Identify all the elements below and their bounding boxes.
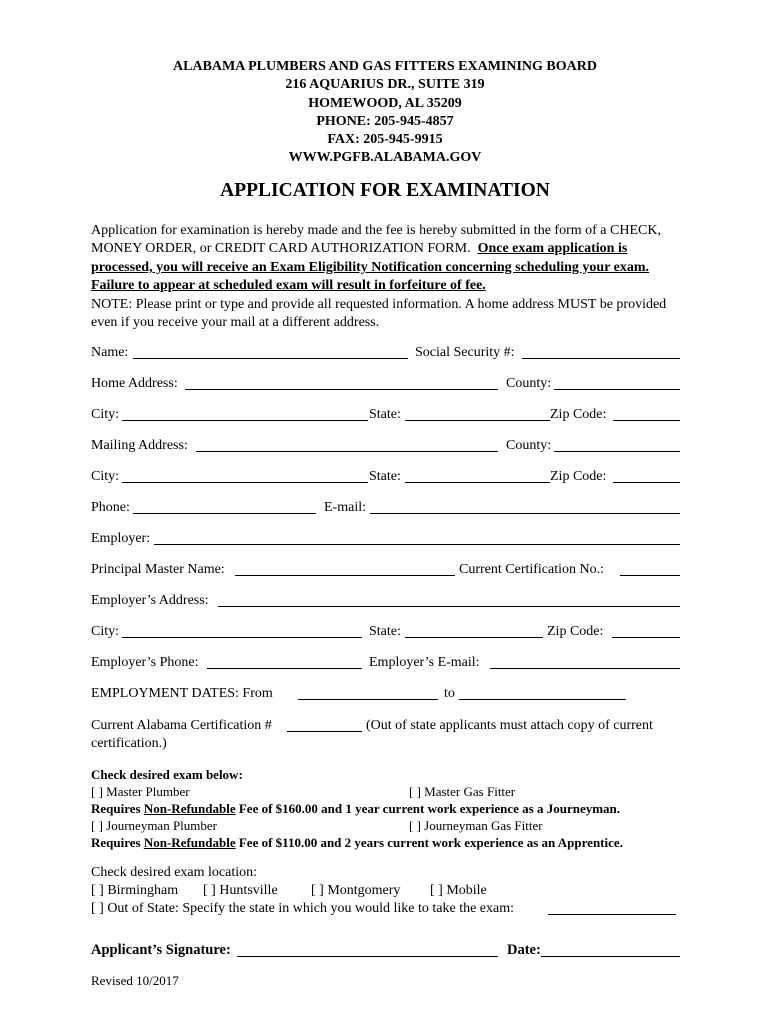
employer-state-label: State: — [369, 624, 401, 639]
location-heading: Check desired exam location: — [91, 865, 257, 880]
mailing-zip-label: Zip Code: — [550, 469, 607, 484]
employer-phone-label: Employer’s Phone: — [91, 655, 199, 670]
al-cert-field[interactable] — [287, 731, 362, 732]
employer-city-field[interactable] — [122, 637, 362, 638]
al-cert-label: Current Alabama Certification # — [91, 718, 272, 733]
board-fax: FAX: 205-945-9915 — [327, 132, 443, 148]
board-street: 216 AQUARIUS DR., SUITE 319 — [285, 77, 485, 93]
mailing-county-field[interactable] — [554, 451, 680, 452]
journeyman-gas-fitter-option[interactable]: [ ] Journeyman Gas Fitter — [409, 818, 543, 833]
home-address-field[interactable] — [185, 389, 498, 390]
mailing-state-field[interactable] — [405, 482, 550, 483]
date-label: Date: — [507, 942, 541, 958]
al-cert-note: (Out of state applicants must attach copy of current — [366, 718, 653, 733]
mailing-address-field[interactable] — [196, 451, 498, 452]
employer-zip-label: Zip Code: — [547, 624, 604, 639]
exam-heading: Check desired exam below: — [91, 767, 243, 782]
name-label: Name: — [91, 345, 129, 360]
employer-email-field[interactable] — [490, 668, 680, 669]
location-out-of-state[interactable]: [ ] Out of State: Specify the state in which you would like to take the exam: — [91, 901, 515, 916]
email-field[interactable] — [370, 513, 680, 514]
principal-master-label: Principal Master Name: — [91, 562, 225, 577]
employment-from-field[interactable] — [298, 699, 438, 700]
home-city-label: City: — [91, 407, 120, 422]
employer-address-label: Employer’s Address: — [91, 593, 209, 608]
location-huntsville[interactable]: [ ] Huntsville — [203, 883, 278, 898]
master-plumber-option[interactable]: [ ] Master Plumber — [91, 784, 190, 799]
journeyman-req-nonrefundable: Non-Refundable — [143, 835, 236, 850]
home-zip-field[interactable] — [613, 420, 680, 421]
phone-field[interactable] — [133, 513, 316, 514]
intro-text: Application for examination is hereby made and the fee is hereby submitted in the form of a CHECK, MONEY ORDER, or CREDIT CARD AUTHORIZATION FORM. — [91, 223, 661, 257]
mailing-city-label: City: — [91, 469, 120, 484]
home-zip-label: Zip Code: — [550, 407, 607, 422]
intro-note: NOTE: Please print or type and provide all requested information. A home address MUST be provided even if you receive your mail at a different address. — [91, 296, 667, 331]
employer-state-field[interactable] — [405, 637, 543, 638]
mailing-state-label: State: — [369, 469, 401, 484]
home-state-field[interactable] — [405, 420, 550, 421]
master-gas-fitter-option[interactable]: [ ] Master Gas Fitter — [409, 784, 516, 799]
phone-label: Phone: — [91, 500, 130, 515]
location-birmingham[interactable]: [ ] Birmingham — [91, 883, 179, 898]
master-req-prefix: Requires — [91, 801, 144, 816]
master-req-nonrefundable: Non-Refundable — [143, 801, 236, 816]
location-mobile[interactable]: [ ] Mobile — [430, 883, 487, 898]
al-cert-note-cont: certification.) — [91, 736, 167, 751]
employment-to-field[interactable] — [459, 699, 626, 700]
mailing-county-label: County: — [506, 438, 552, 453]
date-field[interactable] — [541, 956, 680, 957]
employer-city-label: City: — [91, 624, 120, 639]
mailing-city-field[interactable] — [122, 482, 368, 483]
signature-field[interactable] — [237, 956, 498, 957]
intro-paragraph — [91, 222, 681, 332]
employer-phone-field[interactable] — [207, 668, 362, 669]
board-name: ALABAMA PLUMBERS AND GAS FITTERS EXAMINING BOARD — [173, 59, 597, 74]
employer-email-label: Employer’s E-mail: — [369, 655, 480, 670]
current-cert-field[interactable] — [620, 575, 680, 576]
journeyman-plumber-option[interactable]: [ ] Journeyman Plumber — [91, 818, 218, 833]
employer-field[interactable] — [154, 544, 680, 545]
master-requirement — [91, 800, 620, 817]
out-of-state-field[interactable] — [548, 914, 676, 915]
mailing-address-label: Mailing Address: — [91, 438, 188, 453]
master-req-detail: Fee of $160.00 and 1 year current work experience as a Journeyman. — [235, 801, 621, 816]
journeyman-req-detail: Fee of $110.00 and 2 years current work experience as an Apprentice. — [235, 835, 623, 850]
page-title: APPLICATION FOR EXAMINATION — [220, 180, 550, 201]
home-address-label: Home Address: — [91, 376, 178, 391]
location-montgomery[interactable]: [ ] Montgomery — [311, 883, 401, 898]
ssn-field[interactable] — [522, 358, 680, 359]
board-phone: PHONE: 205-945-4857 — [316, 113, 454, 129]
ssn-label: Social Security #: — [415, 345, 515, 360]
board-header — [0, 58, 770, 168]
principal-master-field[interactable] — [235, 575, 455, 576]
home-county-field[interactable] — [554, 389, 680, 390]
board-city: HOMEWOOD, AL 35209 — [308, 95, 462, 111]
journeyman-requirement — [91, 834, 623, 851]
journeyman-req-prefix: Requires — [91, 835, 144, 850]
home-state-label: State: — [369, 407, 401, 422]
employer-address-field[interactable] — [218, 606, 680, 607]
email-label: E-mail: — [324, 500, 366, 515]
intro-bold-notice: Once exam application is processed, you will receive an Exam Eligibility Notification concerning scheduling your exam. Failure to appear at scheduled exam will result in forfeiture of fee. — [91, 241, 650, 294]
revision-note: Revised 10/2017 — [91, 973, 179, 988]
employment-to-label: to — [444, 686, 455, 701]
home-city-field[interactable] — [122, 420, 368, 421]
home-county-label: County: — [506, 376, 552, 391]
employer-zip-field[interactable] — [612, 637, 680, 638]
mailing-zip-field[interactable] — [613, 482, 680, 483]
name-field[interactable] — [133, 358, 408, 359]
signature-label: Applicant’s Signature: — [91, 942, 231, 958]
board-website: WWW.PGFB.ALABAMA.GOV — [288, 150, 482, 166]
employment-dates-label: EMPLOYMENT DATES: From — [91, 686, 273, 701]
employer-label: Employer: — [91, 531, 151, 546]
current-cert-label: Current Certification No.: — [459, 562, 605, 577]
